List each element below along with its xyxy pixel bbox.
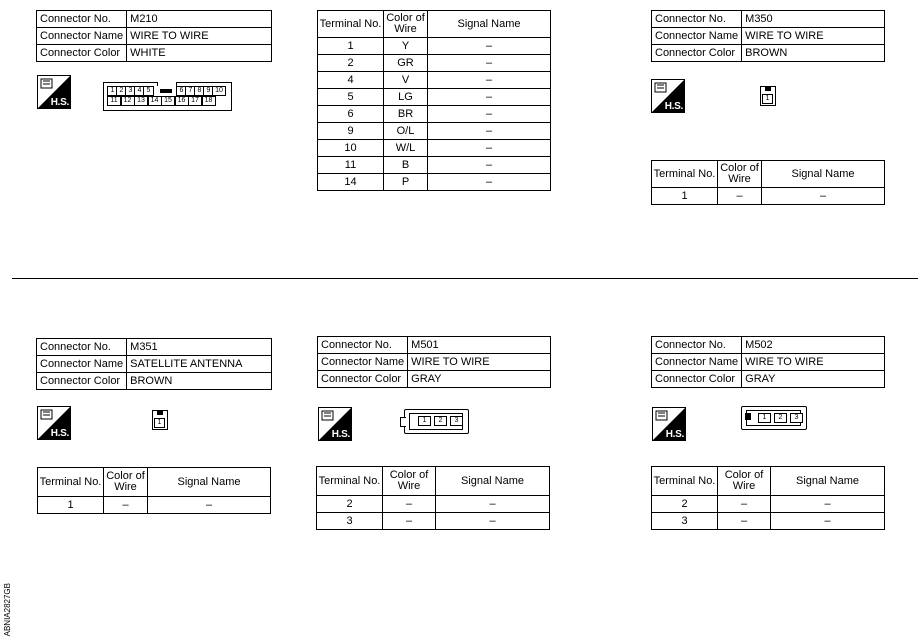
connector-no-label: Connector No. [652,11,742,28]
signal-name-cell: – [771,496,885,513]
pin: 12 [121,96,135,106]
connector-no-value: M210 [127,11,272,28]
table-row [652,188,885,205]
signal-name-cell: – [148,497,271,514]
terminal-no-cell: 2 [318,55,384,72]
wire-color-cell: B [384,157,428,174]
terminal-no-cell: 14 [318,174,384,191]
signal-name-cell: – [428,157,551,174]
terminal-no-cell: 10 [318,140,384,157]
connector-name-value: WIRE TO WIRE [742,28,885,45]
terminal-no-cell: 1 [652,188,718,205]
signal-name-cell: – [428,72,551,89]
table-row [318,140,551,157]
connector-color-value: BROWN [742,45,885,62]
pin: 17 [188,96,202,106]
connector-name-value: SATELLITE ANTENNA [127,356,272,373]
pin: 11 [107,96,121,106]
wire-color-cell: – [718,188,762,205]
pin: 8 [194,86,205,96]
connector-color-label: Connector Color [318,371,408,388]
hs-harness-side-icon [37,406,71,440]
pin: 3 [450,416,463,426]
signal-name-cell: – [428,89,551,106]
wire-color-cell: LG [384,89,428,106]
terminal-no-header: Terminal No. [318,11,384,38]
terminal-no-cell: 1 [38,497,104,514]
wire-color-cell: O/L [384,123,428,140]
m501-terminal-table [316,466,550,530]
wire-color-cell: P [384,174,428,191]
table-row [318,157,551,174]
connector-no-label: Connector No. [318,337,408,354]
pin: 13 [134,96,148,106]
wire-color-cell: – [104,497,148,514]
signal-name-header: Signal Name [436,467,550,496]
pin: 7 [185,86,196,96]
pin: 1 [107,86,118,96]
pin: 18 [202,96,216,106]
pin: 2 [116,86,127,96]
m350-terminal-table [651,160,885,205]
terminal-no-header: Terminal No. [317,467,383,496]
signal-name-cell: – [771,513,885,530]
pin: 3 [790,413,803,423]
connector-no-label: Connector No. [37,11,127,28]
connector-name-label: Connector Name [652,28,742,45]
connector-color-label: Connector Color [652,45,742,62]
wire-color-cell: Y [384,38,428,55]
terminal-no-cell: 2 [317,496,383,513]
pin: 15 [161,96,175,106]
table-row [318,55,551,72]
terminal-no-cell: 6 [318,106,384,123]
terminal-no-cell: 3 [317,513,383,530]
wire-color-cell: – [383,513,436,530]
wire-color-cell: GR [384,55,428,72]
table-row [652,513,885,530]
terminal-no-cell: 3 [652,513,718,530]
terminal-no-cell: 4 [318,72,384,89]
section-divider [12,278,918,279]
pin: 4 [134,86,145,96]
hs-harness-side-icon [652,407,686,441]
terminal-no-header: Terminal No. [652,467,718,496]
terminal-no-cell: 9 [318,123,384,140]
connector-name-value: WIRE TO WIRE [408,354,551,371]
connector-lock-mark [745,413,751,420]
connector-name-value: WIRE TO WIRE [742,354,885,371]
connector-no-value: M501 [408,337,551,354]
connector-name-label: Connector Name [318,354,408,371]
connector-color-label: Connector Color [37,373,127,390]
terminal-no-cell: 5 [318,89,384,106]
wire-color-cell: – [718,513,771,530]
wire-color-cell: – [718,496,771,513]
pin: 16 [175,96,189,106]
pin: 9 [203,86,214,96]
signal-name-header: Signal Name [148,468,271,497]
connector-no-label: Connector No. [652,337,742,354]
wire-color-header: Color of Wire [383,467,436,496]
m502-info-table [651,336,885,388]
wire-color-cell: W/L [384,140,428,157]
pin: 2 [774,413,787,423]
m210-terminal-table [317,10,551,191]
table-row [318,38,551,55]
pin: 1 [762,94,773,104]
signal-name-cell: – [436,496,550,513]
wire-color-cell: BR [384,106,428,123]
pin: 1 [154,418,165,428]
hs-label: H.S. [331,429,350,440]
pin: 1 [418,416,431,426]
signal-name-cell: – [436,513,550,530]
m351-terminal-table [37,467,271,514]
pin: 5 [143,86,154,96]
signal-name-header: Signal Name [428,11,551,38]
table-row [38,497,271,514]
connector-color-label: Connector Color [652,371,742,388]
hs-label: H.S. [50,97,69,108]
signal-name-cell: – [428,55,551,72]
wire-color-cell: V [384,72,428,89]
signal-name-cell: – [762,188,885,205]
connector-color-label: Connector Color [37,45,127,62]
connector-color-value: GRAY [742,371,885,388]
wire-color-cell: – [383,496,436,513]
hs-harness-side-icon [651,79,685,113]
connector-no-value: M351 [127,339,272,356]
wire-color-header: Color of Wire [718,161,762,188]
m501-info-table [317,336,551,388]
terminal-no-cell: 2 [652,496,718,513]
wire-color-header: Color of Wire [718,467,771,496]
connector-lock-mark [157,410,163,415]
connector-color-value: BROWN [127,373,272,390]
table-row [318,174,551,191]
connector-lock-mark [160,89,172,93]
signal-name-header: Signal Name [762,161,885,188]
m210-connector-face [103,82,232,111]
connector-name-label: Connector Name [37,28,127,45]
table-row [318,123,551,140]
connector-no-value: M350 [742,11,885,28]
pin: 6 [176,86,187,96]
hs-label: H.S. [664,101,683,112]
m210-info-table [36,10,272,62]
terminal-no-cell: 11 [318,157,384,174]
hs-harness-side-icon [318,407,352,441]
signal-name-cell: – [428,140,551,157]
signal-name-cell: – [428,123,551,140]
connector-name-value: WIRE TO WIRE [127,28,272,45]
m350-info-table [651,10,885,62]
m502-connector-face [741,406,807,430]
hs-harness-side-icon [37,75,71,109]
pin: 10 [212,86,226,96]
connector-no-label: Connector No. [37,339,127,356]
pin: 1 [758,413,771,423]
table-row [318,89,551,106]
hs-label: H.S. [665,429,684,440]
connector-name-label: Connector Name [37,356,127,373]
connector-lock-mark [765,86,771,91]
m502-terminal-table [651,466,885,530]
connector-color-value: WHITE [127,45,272,62]
signal-name-header: Signal Name [771,467,885,496]
hs-label: H.S. [50,428,69,439]
terminal-no-header: Terminal No. [38,468,104,497]
pin: 3 [125,86,136,96]
wire-color-header: Color of Wire [104,468,148,497]
terminal-no-header: Terminal No. [652,161,718,188]
pin: 2 [434,416,447,426]
m501-connector-face [404,409,469,434]
m351-info-table [36,338,272,390]
signal-name-cell: – [428,174,551,191]
signal-name-cell: – [428,106,551,123]
table-row [317,513,550,530]
table-row [318,106,551,123]
table-row [317,496,550,513]
signal-name-cell: – [428,38,551,55]
table-row [318,72,551,89]
connector-color-value: GRAY [408,371,551,388]
m350-connector-face [760,86,776,106]
table-row [652,496,885,513]
connector-name-label: Connector Name [652,354,742,371]
connector-no-value: M502 [742,337,885,354]
pin: 14 [148,96,162,106]
m351-connector-face [152,410,168,430]
wire-color-header: Color of Wire [384,11,428,38]
figure-code: ABNIA2827GB [3,583,12,637]
terminal-no-cell: 1 [318,38,384,55]
